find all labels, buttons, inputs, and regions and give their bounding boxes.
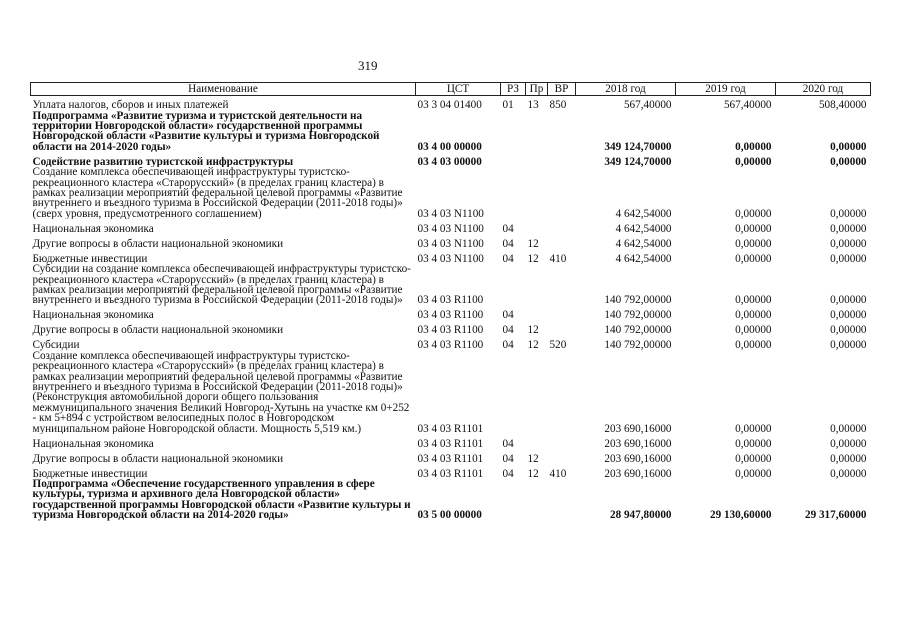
row-rz	[501, 167, 526, 219]
row-pr	[526, 306, 548, 321]
row-2020: 0,00000	[830, 437, 867, 450]
row-pr	[526, 111, 548, 153]
row-rz	[501, 264, 526, 306]
column-header-vr: ВР	[548, 83, 576, 96]
row-name: Субсидии	[32, 339, 80, 351]
row-2018: 4 642,54000	[615, 237, 672, 250]
row-pr: 12	[527, 237, 539, 250]
row-name: Другие вопросы в области национальной экономики	[32, 324, 284, 336]
row-2019: 0,00000	[735, 222, 772, 235]
row-pr: 12	[527, 452, 539, 465]
row-2020: 0,00000	[830, 309, 867, 322]
row-name: Создание комплекса обеспечивающей инфраструктуры туристско-рекреационного кластера «Старорусский» (в пределах границ кластера) в рамках реализации мероприятий федеральной целевой программы «Развитие внутреннего и въездного туризма в Российской Федерации (2011-2018 годы)» (Реконструкция автомобильной дороги общего пользования межмуниципального значения Великий Новгород-Хутынь на участке км 0+252 - км 5+894 с устройством велосипедных полос в Новгородском муниципальном районе Новгородской области. Мощность 5,519 км.)	[32, 350, 410, 435]
table-row	[31, 464, 871, 479]
table-body	[31, 96, 871, 521]
row-2019: 0,00000	[735, 155, 772, 168]
row-2018: 4 642,54000	[615, 207, 672, 220]
table-row	[31, 152, 871, 167]
row-2018: 567,40000	[623, 99, 672, 112]
table-row	[31, 234, 871, 249]
row-2020: 0,00000	[830, 252, 867, 265]
row-vr	[548, 351, 576, 434]
row-vr	[548, 321, 576, 336]
row-name: Другие вопросы в области национальной экономики	[32, 237, 284, 250]
row-name: Содействие развитию туристской инфраструктуры	[32, 155, 294, 168]
row-2020: 0,00000	[830, 467, 867, 480]
row-rz: 01	[502, 99, 514, 112]
row-pr	[526, 167, 548, 219]
row-cst: 03 4 03 R1100	[417, 294, 484, 307]
row-pr: 12	[527, 339, 539, 352]
row-vr: 410	[549, 252, 567, 265]
table-row	[31, 306, 871, 321]
table-row	[31, 434, 871, 449]
row-vr	[548, 434, 576, 449]
row-2018: 140 792,00000	[604, 309, 672, 322]
row-vr	[548, 449, 576, 464]
row-2018: 4 642,54000	[615, 252, 672, 265]
row-2018: 140 792,00000	[604, 339, 672, 352]
row-cst: 03 4 03 N1100	[417, 222, 484, 235]
row-name: Уплата налогов, сборов и иных платежей	[32, 99, 229, 111]
row-2018: 203 690,16000	[604, 452, 672, 465]
row-2020: 0,00000	[830, 339, 867, 352]
row-name: Национальная экономика	[32, 437, 154, 450]
row-2020: 0,00000	[830, 222, 867, 235]
row-2019: 0,00000	[735, 437, 772, 450]
row-2020: 0,00000	[830, 140, 867, 153]
table-header	[31, 83, 871, 96]
row-pr	[526, 479, 548, 521]
row-cst: 03 4 03 R1101	[417, 437, 484, 450]
row-vr: 520	[549, 339, 567, 352]
row-name: Создание комплекса обеспечивающей инфраструктуры туристско-рекреационного кластера «Старорусский» (в пределах границ кластера) в рамках реализации мероприятий федеральной целевой программы «Развитие внутреннего и въездного туризма в Российской Федерации (2011-2018 годы)» (сверх уровня, предусмотренного соглашением)	[32, 167, 403, 220]
table-row	[31, 167, 871, 219]
table-row	[31, 336, 871, 351]
row-pr	[526, 219, 548, 234]
budget-table	[30, 82, 871, 521]
row-2020: 0,00000	[830, 422, 867, 435]
row-2020: 0,00000	[830, 324, 867, 337]
row-cst: 03 4 03 00000	[417, 155, 482, 168]
row-name: Бюджетные инвестиции	[32, 467, 148, 480]
row-name: Национальная экономика	[32, 222, 154, 235]
row-2019: 0,00000	[735, 339, 772, 352]
row-2019: 29 130,60000	[709, 509, 772, 522]
row-cst: 03 4 03 R1101	[417, 467, 484, 480]
row-rz	[501, 351, 526, 434]
table-row	[31, 219, 871, 234]
column-header-pr: Пр	[526, 83, 548, 96]
row-2020: 0,00000	[830, 452, 867, 465]
column-header-2019: 2019 год	[676, 83, 776, 96]
row-cst: 03 4 03 R1100	[417, 339, 484, 352]
table-row	[31, 449, 871, 464]
table-row	[31, 479, 871, 521]
row-name: Подпрограмма «Развитие туризма и туристской деятельности на территории Новгородской области» государственной программы Новгородской области «Развитие культуры и туризма Новгородской области на 2014-2020 годы»	[32, 110, 380, 153]
row-cst: 03 4 00 00000	[417, 140, 482, 153]
row-cst: 03 4 03 N1100	[417, 237, 484, 250]
row-2019: 0,00000	[735, 140, 772, 153]
row-2019: 0,00000	[735, 309, 772, 322]
row-2018: 203 690,16000	[604, 422, 672, 435]
row-cst: 03 4 03 N1100	[417, 207, 484, 220]
row-vr	[548, 479, 576, 521]
row-rz: 04	[502, 237, 514, 250]
row-2019: 0,00000	[735, 294, 772, 307]
row-pr: 12	[527, 252, 539, 265]
row-vr	[548, 152, 576, 167]
row-rz: 04	[502, 467, 514, 480]
row-cst: 03 4 03 R1100	[417, 309, 484, 322]
page-number: 319	[358, 58, 378, 73]
row-2019: 0,00000	[735, 452, 772, 465]
column-header-rz: РЗ	[501, 83, 526, 96]
row-name: Национальная экономика	[32, 309, 154, 321]
row-2018: 203 690,16000	[604, 467, 672, 480]
row-rz: 04	[502, 252, 514, 265]
row-2020: 0,00000	[830, 207, 867, 220]
row-2019: 0,00000	[735, 324, 772, 337]
row-rz: 04	[502, 452, 514, 465]
row-2018: 349 124,70000	[604, 155, 672, 168]
row-cst: 03 5 00 00000	[417, 509, 482, 522]
row-rz: 04	[502, 437, 514, 450]
row-2019: 0,00000	[735, 207, 772, 220]
row-rz: 04	[502, 309, 514, 322]
row-vr	[548, 219, 576, 234]
row-pr	[526, 351, 548, 434]
row-rz: 04	[502, 339, 514, 352]
table-row	[31, 96, 871, 111]
row-2018: 203 690,16000	[604, 437, 672, 450]
row-2020: 508,40000	[818, 99, 867, 112]
row-pr: 12	[527, 467, 539, 480]
row-2020: 29 317,60000	[804, 509, 867, 522]
row-2020: 0,00000	[830, 155, 867, 168]
row-cst: 03 3 04 01400	[417, 99, 482, 112]
row-pr	[526, 152, 548, 167]
row-2019: 0,00000	[735, 252, 772, 265]
column-header-2018: 2018 год	[576, 83, 676, 96]
row-name: Бюджетные инвестиции	[32, 252, 148, 265]
column-header-name: Наименование	[31, 83, 416, 96]
row-vr: 410	[549, 467, 567, 480]
row-vr	[548, 264, 576, 306]
row-2019: 0,00000	[735, 422, 772, 435]
row-cst: 03 4 03 N1100	[417, 252, 484, 265]
row-vr: 850	[549, 99, 567, 112]
row-cst: 03 4 03 R1101	[417, 422, 484, 435]
row-2018: 4 642,54000	[615, 222, 672, 235]
row-2018: 140 792,00000	[604, 294, 672, 307]
table-row	[31, 321, 871, 336]
row-rz: 04	[502, 222, 514, 235]
row-2018: 349 124,70000	[604, 140, 672, 153]
row-name: Субсидии на создание комплекса обеспечивающей инфраструктуры туристско-рекреационного кластера «Старорусский» (в пределах границ кластера) в рамках реализации мероприятий федеральной целевой программы «Развитие внутреннего и въездного туризма в Российской Федерации (2011-2018 годы)»	[32, 264, 411, 306]
row-vr	[548, 306, 576, 321]
row-rz	[501, 152, 526, 167]
row-cst: 03 4 03 R1100	[417, 324, 484, 337]
row-2018: 140 792,00000	[604, 324, 672, 337]
row-2020: 0,00000	[830, 237, 867, 250]
row-rz	[501, 111, 526, 153]
row-pr: 13	[527, 99, 539, 112]
column-header-cst: ЦСТ	[416, 83, 501, 96]
row-vr	[548, 167, 576, 219]
row-rz: 04	[502, 324, 514, 337]
column-header-2020: 2020 год	[776, 83, 871, 96]
table-row	[31, 111, 871, 153]
row-name: Подпрограмма «Обеспечение государственного управления в сфере культуры, туризма и архивного дела Новгородской области» государственной программы Новгородской области «Развитие культуры и туризма Новгородской области на 2014-2020 годы»	[32, 479, 411, 521]
row-2019: 0,00000	[735, 467, 772, 480]
row-2019: 567,40000	[723, 99, 772, 112]
table-row	[31, 351, 871, 434]
row-2020: 0,00000	[830, 294, 867, 307]
row-pr	[526, 434, 548, 449]
row-name: Другие вопросы в области национальной экономики	[32, 452, 284, 465]
row-vr	[548, 234, 576, 249]
row-pr	[526, 264, 548, 306]
row-rz	[501, 479, 526, 521]
row-2018: 28 947,80000	[609, 509, 672, 522]
table-row	[31, 249, 871, 264]
row-pr: 12	[527, 324, 539, 337]
row-vr	[548, 111, 576, 153]
table-row	[31, 264, 871, 306]
row-cst: 03 4 03 R1101	[417, 452, 484, 465]
row-2019: 0,00000	[735, 237, 772, 250]
